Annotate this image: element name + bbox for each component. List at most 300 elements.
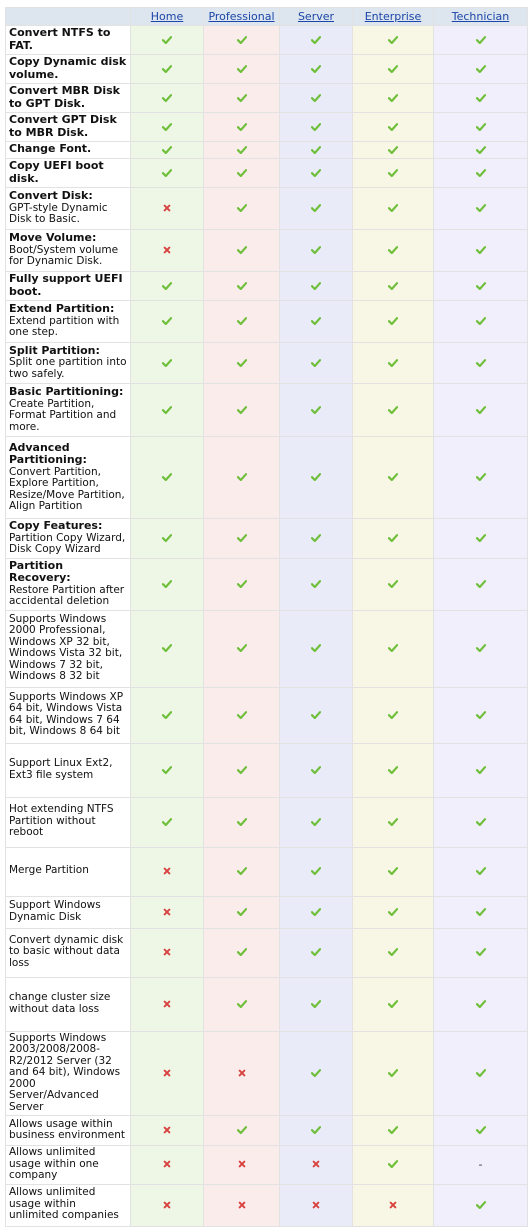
green-check-icon [476, 123, 486, 131]
support-cell-server [280, 230, 353, 272]
support-cell-enterprise [353, 230, 434, 272]
support-cell-technician [434, 1116, 528, 1146]
green-check-icon [311, 473, 321, 481]
green-check-icon [476, 534, 486, 542]
support-cell-server [280, 928, 353, 977]
support-cell-home [131, 687, 204, 743]
green-check-icon [476, 246, 486, 254]
feature-cell [6, 1116, 131, 1146]
green-check-icon [388, 1160, 398, 1168]
green-check-icon [388, 1000, 398, 1008]
feature-cell [6, 928, 131, 977]
feature-title: Extend Partition [9, 302, 110, 316]
support-cell-server [280, 384, 353, 437]
green-check-icon [476, 1201, 486, 1209]
support-cell-enterprise [353, 1146, 434, 1185]
green-check-icon [162, 36, 172, 44]
green-check-icon [388, 246, 398, 254]
support-cell-professional [204, 188, 280, 230]
feature-description: Convert Partition, Explore Partition, Resize/Move Partition, Align Partition [9, 465, 125, 512]
support-cell-home [131, 301, 204, 343]
feature-description: Allows unlimited usage within one company [9, 1146, 99, 1181]
green-check-icon [237, 317, 247, 325]
support-cell-server [280, 159, 353, 188]
red-x-icon [162, 1000, 172, 1008]
support-cell-professional [204, 847, 280, 896]
support-cell-enterprise [353, 159, 434, 188]
support-cell-enterprise [353, 687, 434, 743]
support-cell-technician [434, 113, 528, 142]
feature-title: Split Partition [9, 343, 96, 357]
feature-description: Allows usage within business environment [9, 1117, 125, 1141]
support-cell-server [280, 113, 353, 142]
support-cell-technician [434, 159, 528, 188]
feature-description: change cluster size without data loss [9, 991, 111, 1015]
support-cell-enterprise [353, 26, 434, 55]
green-check-icon [311, 65, 321, 73]
green-check-icon [237, 948, 247, 956]
feature-row [6, 84, 528, 113]
feature-cell: Split Partition: Split one partition into two safely. [6, 343, 131, 384]
support-cell-enterprise [353, 1184, 434, 1226]
feature-row [6, 142, 528, 159]
support-cell-home [131, 896, 204, 928]
green-check-icon [476, 580, 486, 588]
feature-row [6, 159, 528, 188]
feature-row [6, 113, 528, 142]
support-cell-server [280, 272, 353, 301]
support-cell-technician [434, 977, 528, 1031]
red-x-icon [162, 1201, 172, 1209]
support-cell-enterprise [353, 384, 434, 437]
green-check-icon [388, 317, 398, 325]
red-x-icon [162, 1160, 172, 1168]
green-check-icon [476, 406, 486, 414]
green-check-icon [388, 711, 398, 719]
green-check-icon [476, 282, 486, 290]
green-check-icon [162, 534, 172, 542]
green-check-icon [162, 282, 172, 290]
support-cell-home [131, 188, 204, 230]
support-cell-home [131, 113, 204, 142]
feature-row [6, 1031, 528, 1116]
red-x-icon [162, 246, 172, 254]
feature-row [6, 847, 528, 896]
green-check-icon [388, 123, 398, 131]
feature-cell [6, 1146, 131, 1185]
support-cell-server [280, 55, 353, 84]
support-cell-technician [434, 797, 528, 847]
support-cell-professional [204, 896, 280, 928]
feature-row [6, 272, 528, 301]
support-cell-home [131, 343, 204, 384]
green-check-icon [311, 1069, 321, 1077]
feature-cell: Advanced Partitioning: Convert Partition, Explore Partition, Resize/Move Partition, Align Partition [6, 437, 131, 519]
green-check-icon [476, 644, 486, 652]
edition-link-enterprise[interactable]: Enterprise [364, 10, 422, 23]
support-cell-home [131, 55, 204, 84]
support-cell-home [131, 159, 204, 188]
edition-header-enterprise [353, 8, 434, 26]
green-check-icon [311, 948, 321, 956]
support-cell-professional [204, 1184, 280, 1226]
green-check-icon [388, 406, 398, 414]
green-check-icon [311, 406, 321, 414]
feature-row [6, 188, 528, 230]
support-cell-technician [434, 896, 528, 928]
support-cell-professional [204, 343, 280, 384]
green-check-icon [237, 867, 247, 875]
support-cell-server [280, 610, 353, 687]
feature-description: Convert dynamic disk to basic without data loss [9, 933, 124, 969]
green-check-icon [311, 908, 321, 916]
support-cell-enterprise [353, 437, 434, 519]
support-cell-technician [434, 301, 528, 343]
support-cell-technician [434, 437, 528, 519]
support-cell-professional [204, 142, 280, 159]
green-check-icon [311, 867, 321, 875]
green-check-icon [311, 94, 321, 102]
support-cell-server [280, 743, 353, 797]
support-cell-technician [434, 343, 528, 384]
support-cell-technician [434, 142, 528, 159]
green-check-icon [311, 1126, 321, 1134]
green-check-icon [237, 580, 247, 588]
green-check-icon [237, 406, 247, 414]
green-check-icon [388, 948, 398, 956]
green-check-icon [476, 818, 486, 826]
feature-description: GPT-style Dynamic Disk to Basic. [9, 201, 108, 226]
green-check-icon [311, 169, 321, 177]
green-check-icon [388, 169, 398, 177]
green-check-icon [162, 94, 172, 102]
support-cell-home [131, 1184, 204, 1226]
red-x-icon [237, 1201, 247, 1209]
feature-cell [6, 142, 131, 159]
support-cell-server [280, 847, 353, 896]
green-check-icon [162, 644, 172, 652]
green-check-icon [162, 473, 172, 481]
support-cell-technician [434, 1031, 528, 1116]
support-cell-server [280, 343, 353, 384]
header-row [6, 8, 528, 26]
red-x-icon [388, 1201, 398, 1209]
feature-row [6, 1184, 528, 1226]
green-check-icon [311, 644, 321, 652]
feature-description: Boot/System volume for Dynamic Disk. [9, 243, 119, 268]
green-check-icon [476, 146, 486, 154]
green-check-icon [476, 94, 486, 102]
green-check-icon [476, 711, 486, 719]
feature-title: Copy UEFI boot disk. [9, 159, 104, 185]
feature-cell: Move Volume: Boot/System volume for Dynamic Disk. [6, 230, 131, 272]
support-cell-technician [434, 687, 528, 743]
feature-description: Support Linux Ext2, Ext3 file system [9, 757, 113, 781]
green-check-icon [476, 169, 486, 177]
support-cell-professional [204, 610, 280, 687]
feature-description: Extend partition with one step. [9, 314, 120, 339]
green-check-icon [388, 94, 398, 102]
support-cell-enterprise [353, 847, 434, 896]
green-check-icon [388, 282, 398, 290]
edition-link-home[interactable]: Home [150, 10, 184, 23]
green-check-icon [388, 867, 398, 875]
green-check-icon [162, 359, 172, 367]
feature-row [6, 1116, 528, 1146]
support-cell-professional [204, 797, 280, 847]
green-check-icon [311, 766, 321, 774]
red-x-icon [162, 204, 172, 212]
edition-header-technician [434, 8, 528, 26]
edition-link-technician[interactable]: Technician [451, 10, 510, 23]
support-cell-server [280, 1146, 353, 1185]
feature-description: Supports Windows XP 64 bit, Windows Vista 64 bit, Windows 7 64 bit, Windows 8 64 bit [9, 690, 124, 737]
edition-link-server[interactable]: Server [297, 10, 335, 23]
green-check-icon [388, 580, 398, 588]
support-cell-technician [434, 272, 528, 301]
green-check-icon [311, 282, 321, 290]
feature-description: Allows unlimited usage within unlimited companies [9, 1186, 119, 1222]
green-check-icon [237, 473, 247, 481]
support-cell-server [280, 188, 353, 230]
green-check-icon [476, 1069, 486, 1077]
support-cell-enterprise [353, 55, 434, 84]
feature-description: Merge Partition [9, 864, 89, 877]
support-cell-professional [204, 558, 280, 610]
support-cell-server [280, 1031, 353, 1116]
support-cell-professional [204, 1116, 280, 1146]
feature-row [6, 301, 528, 343]
feature-cell [6, 977, 131, 1031]
support-cell-enterprise [353, 301, 434, 343]
feature-row [6, 928, 528, 977]
green-check-icon [476, 867, 486, 875]
green-check-icon [237, 818, 247, 826]
support-cell-technician [434, 55, 528, 84]
support-cell-home [131, 1031, 204, 1116]
support-cell-home [131, 1116, 204, 1146]
support-cell-home [131, 230, 204, 272]
feature-description: Split one partition into two safely. [9, 356, 127, 380]
green-check-icon [476, 473, 486, 481]
feature-cell [6, 159, 131, 188]
support-cell-server [280, 26, 353, 55]
feature-title: Convert Disk [9, 189, 89, 203]
support-cell-home [131, 797, 204, 847]
feature-row [6, 343, 528, 384]
green-check-icon [237, 123, 247, 131]
feature-title: Change Font. [9, 142, 92, 156]
red-x-icon [311, 1201, 321, 1209]
green-check-icon [237, 766, 247, 774]
green-check-icon [162, 406, 172, 414]
green-check-icon [311, 534, 321, 542]
support-cell-professional [204, 743, 280, 797]
support-cell-technician [434, 610, 528, 687]
feature-cell: Basic Partitioning: Create Partition, Format Partition and more. [6, 384, 131, 437]
red-x-icon [237, 1069, 247, 1077]
feature-description: Supports Windows 2000 Professional, Windows XP 32 bit, Windows Vista 32 bit, Windows 7 32 bit, Windows 8 32 bit [9, 612, 123, 682]
support-cell-server [280, 301, 353, 343]
green-check-icon [388, 818, 398, 826]
green-check-icon [162, 146, 172, 154]
support-cell-professional [204, 1146, 280, 1185]
feature-title: Move Volume [9, 231, 92, 245]
red-x-icon [162, 1126, 172, 1134]
green-check-icon [388, 359, 398, 367]
support-cell-home [131, 519, 204, 559]
support-cell-server [280, 687, 353, 743]
edition-link-professional[interactable]: Professional [208, 10, 275, 23]
red-x-icon [237, 1160, 247, 1168]
feature-row [6, 384, 528, 437]
support-cell-professional [204, 437, 280, 519]
green-check-icon [476, 36, 486, 44]
green-check-icon [311, 359, 321, 367]
green-check-icon [388, 1126, 398, 1134]
feature-cell [6, 26, 131, 55]
support-cell-professional [204, 272, 280, 301]
support-cell-professional [204, 687, 280, 743]
feature-cell [6, 797, 131, 847]
support-cell-home [131, 1146, 204, 1185]
green-check-icon [388, 36, 398, 44]
green-check-icon [388, 146, 398, 154]
feature-description: Partition Copy Wizard, Disk Copy Wizard [9, 531, 126, 555]
support-cell-professional [204, 301, 280, 343]
support-cell-professional [204, 977, 280, 1031]
green-check-icon [388, 473, 398, 481]
support-cell-enterprise [353, 743, 434, 797]
support-cell-technician [434, 928, 528, 977]
green-check-icon [311, 146, 321, 154]
green-check-icon [311, 818, 321, 826]
support-cell-server [280, 1116, 353, 1146]
support-cell-server [280, 142, 353, 159]
feature-title: Copy Features [9, 519, 98, 532]
support-cell-enterprise [353, 142, 434, 159]
feature-row [6, 743, 528, 797]
green-check-icon [162, 766, 172, 774]
green-check-icon [388, 908, 398, 916]
support-cell-professional [204, 113, 280, 142]
support-cell-enterprise [353, 343, 434, 384]
green-check-icon [476, 65, 486, 73]
green-check-icon [311, 1000, 321, 1008]
feature-row [6, 1146, 528, 1185]
support-cell-professional [204, 230, 280, 272]
feature-title: Convert GPT Disk to MBR Disk. [9, 113, 117, 139]
support-cell-home [131, 847, 204, 896]
feature-row [6, 26, 528, 55]
green-check-icon [237, 169, 247, 177]
green-check-icon [162, 169, 172, 177]
support-cell-technician [434, 1146, 528, 1185]
green-check-icon [162, 123, 172, 131]
green-check-icon [237, 644, 247, 652]
feature-cell: Extend Partition: Extend partition with one step. [6, 301, 131, 343]
green-check-icon [311, 246, 321, 254]
feature-cell [6, 610, 131, 687]
feature-row [6, 230, 528, 272]
green-check-icon [237, 282, 247, 290]
green-check-icon [237, 908, 247, 916]
green-check-icon [162, 317, 172, 325]
feature-cell [6, 84, 131, 113]
green-check-icon [237, 65, 247, 73]
support-cell-server [280, 519, 353, 559]
feature-description: Supports Windows 2003/2008/2008-R2/2012 Server (32 and 64 bit), Windows 2000 Server/Advanced Server [9, 1031, 121, 1113]
support-cell-home [131, 743, 204, 797]
green-check-icon [388, 204, 398, 212]
edition-header-professional [204, 8, 280, 26]
support-cell-technician [434, 847, 528, 896]
support-cell-professional [204, 159, 280, 188]
support-cell-enterprise [353, 113, 434, 142]
feature-title: Convert MBR Disk to GPT Disk. [9, 84, 120, 110]
support-cell-technician [434, 26, 528, 55]
support-cell-technician [434, 188, 528, 230]
red-x-icon [162, 948, 172, 956]
green-check-icon [162, 818, 172, 826]
feature-cell [6, 1184, 131, 1226]
green-check-icon [476, 359, 486, 367]
feature-cell [6, 896, 131, 928]
support-cell-home [131, 142, 204, 159]
feature-row [6, 797, 528, 847]
red-x-icon [311, 1160, 321, 1168]
green-check-icon [388, 644, 398, 652]
support-cell-home [131, 26, 204, 55]
feature-cell: Convert Disk: GPT-style Dynamic Disk to Basic. [6, 188, 131, 230]
green-check-icon [476, 908, 486, 916]
feature-column-header [6, 8, 131, 26]
green-check-icon [237, 94, 247, 102]
feature-cell [6, 687, 131, 743]
feature-cell: Partition Recovery: Restore Partition after accidental deletion [6, 558, 131, 610]
support-cell-enterprise [353, 896, 434, 928]
support-cell-professional [204, 928, 280, 977]
support-cell-professional [204, 1031, 280, 1116]
feature-cell [6, 743, 131, 797]
support-cell-enterprise [353, 1031, 434, 1116]
feature-row [6, 896, 528, 928]
support-cell-server [280, 84, 353, 113]
green-check-icon [388, 534, 398, 542]
feature-description: Hot extending NTFS Partition without reboot [9, 803, 114, 839]
support-cell-technician [434, 743, 528, 797]
green-check-icon [476, 204, 486, 212]
green-check-icon [311, 317, 321, 325]
red-x-icon [162, 1069, 172, 1077]
support-cell-professional [204, 26, 280, 55]
feature-title: Partition Recovery [9, 558, 67, 584]
not-applicable-dash: - [478, 1158, 483, 1172]
feature-row [6, 558, 528, 610]
edition-header-home [131, 8, 204, 26]
support-cell-technician [434, 519, 528, 559]
support-cell-enterprise [353, 558, 434, 610]
feature-title: Basic Partitioning [9, 385, 120, 398]
feature-row [6, 519, 528, 559]
support-cell-enterprise [353, 610, 434, 687]
green-check-icon [476, 766, 486, 774]
feature-title: Advanced Partitioning [9, 440, 83, 466]
support-cell-home [131, 558, 204, 610]
green-check-icon [162, 711, 172, 719]
green-check-icon [237, 204, 247, 212]
support-cell-server [280, 1184, 353, 1226]
